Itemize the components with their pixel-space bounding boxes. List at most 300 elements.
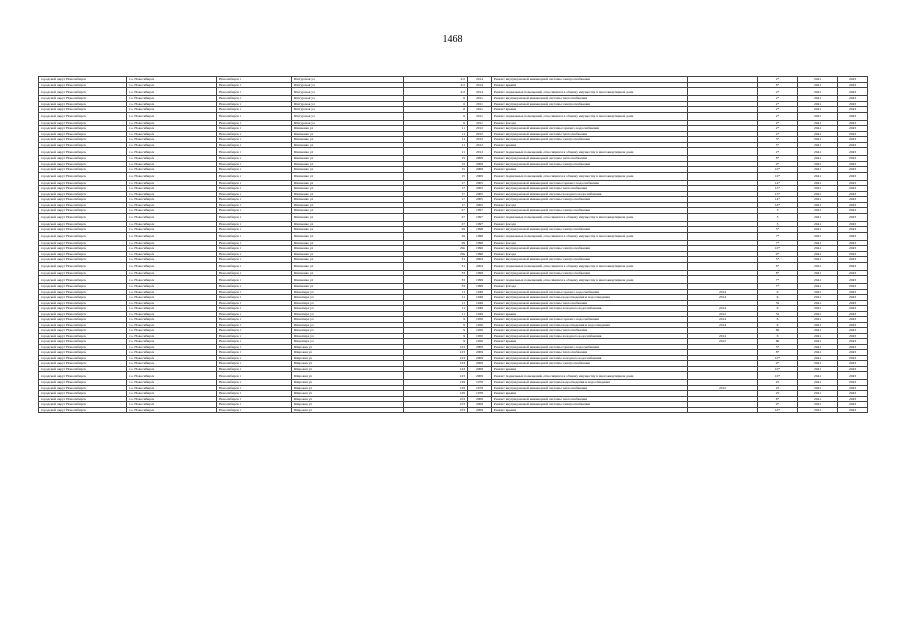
street-cell: Шевченко ул [292, 221, 404, 227]
municipality-cell: городской округ Новосибирск [39, 148, 127, 156]
work-type-cell: Ремонт внутридомовой инженерной системы электроснабжения [492, 137, 688, 143]
plan-start-year-cell: 2041 [798, 366, 838, 372]
work-type-cell: Ремонт внутридомовой инженерной системы электроснабжения [492, 227, 688, 233]
wear-percent-cell: 4* [758, 88, 798, 96]
urban-district-cell: г.о. Новосибирск [127, 96, 217, 102]
work-type-cell: Ремонт внутридомовой инженерной системы теплоснабжения [492, 186, 688, 192]
plan-end-year-cell: 2043 [838, 191, 868, 197]
commission-year-cell: 1978 [468, 391, 492, 397]
house-number-cell: 123 [404, 372, 468, 380]
work-type-cell: Ремонт фасада [492, 202, 688, 208]
urban-district-cell: г.о. Новосибирск [127, 380, 217, 386]
municipality-cell: городской округ Новосибирск [39, 186, 127, 192]
urban-district-cell: г.о. Новосибирск [127, 402, 217, 408]
plan-end-year-cell: 2043 [838, 262, 868, 270]
commission-year-cell: 2009 [468, 161, 492, 167]
plan-end-year-cell: 2043 [838, 295, 868, 301]
house-number-cell: 6 [404, 120, 468, 126]
plan-start-year-cell: 2041 [798, 221, 838, 227]
locality-cell: Новосибирск г [217, 240, 292, 246]
urban-district-cell: г.о. Новосибирск [127, 391, 217, 397]
plan-end-year-cell: 2043 [838, 156, 868, 162]
last-repair-year-cell [688, 213, 758, 221]
plan-end-year-cell: 2043 [838, 366, 868, 372]
work-type-cell: Ремонт фасада [492, 284, 688, 290]
table-body [39, 77, 868, 413]
plan-end-year-cell: 2043 [838, 339, 868, 345]
commission-year-cell: 1999 [468, 276, 492, 284]
urban-district-cell: г.о. Новосибирск [127, 208, 217, 214]
plan-start-year-cell: 2041 [798, 396, 838, 402]
commission-year-cell: 1999 [468, 284, 492, 290]
work-type-cell: Ремонт подвальных помещений, относящихся к общему имуществу в многоквартирном доме [492, 172, 688, 180]
house-number-cell: 6 [404, 112, 468, 120]
plan-end-year-cell: 2043 [838, 240, 868, 246]
wear-percent-cell: 9* [758, 251, 798, 257]
last-repair-year-cell: 2012 [688, 311, 758, 317]
wear-percent-cell: 10* [758, 167, 798, 173]
plan-start-year-cell: 2041 [798, 186, 838, 192]
wear-percent-cell: 10* [758, 172, 798, 180]
work-type-cell: Ремонт внутридомовой инженерной системы горячего водоснабжения [492, 289, 688, 295]
urban-district-cell: г.о. Новосибирск [127, 270, 217, 276]
wear-percent-cell: 8* [758, 270, 798, 276]
wear-percent-cell: 5* [758, 344, 798, 350]
wear-percent-cell: 10* [758, 372, 798, 380]
street-cell: Шатурская ул [292, 88, 404, 96]
work-type-cell: Ремонт внутридомовой инженерной системы теплоснабжения [492, 300, 688, 306]
municipality-cell: городской округ Новосибирск [39, 328, 127, 334]
commission-year-cell: 1950 [468, 339, 492, 345]
urban-district-cell: г.о. Новосибирск [127, 172, 217, 180]
plan-end-year-cell: 2043 [838, 221, 868, 227]
wear-percent-cell: 6 [758, 317, 798, 323]
plan-start-year-cell: 2041 [798, 289, 838, 295]
street-cell: Шатурская ул [292, 112, 404, 120]
plan-start-year-cell: 2041 [798, 311, 838, 317]
street-cell: Шатурская ул [292, 96, 404, 102]
municipality-cell: городской округ Новосибирск [39, 350, 127, 356]
wear-percent-cell: 2* [758, 112, 798, 120]
street-cell: Шатурская ул [292, 82, 404, 88]
plan-start-year-cell: 2041 [798, 148, 838, 156]
urban-district-cell: г.о. Новосибирск [127, 82, 217, 88]
street-cell: Шевченко ул [292, 202, 404, 208]
work-type-cell: Ремонт подвальных помещений, относящихся к общему имуществу в многоквартирном доме [492, 372, 688, 380]
street-cell: Шевченко ул [292, 284, 404, 290]
locality-cell: Новосибирск г [217, 317, 292, 323]
locality-cell: Новосибирск г [217, 276, 292, 284]
last-repair-year-cell [688, 112, 758, 120]
plan-start-year-cell: 2041 [798, 240, 838, 246]
plan-start-year-cell: 2041 [798, 101, 838, 107]
urban-district-cell: г.о. Новосибирск [127, 77, 217, 83]
commission-year-cell: 2004 [468, 257, 492, 263]
municipality-cell: городской округ Новосибирск [39, 276, 127, 284]
work-type-cell: Ремонт внутридомовой инженерной системы электроснабжения [492, 270, 688, 276]
street-cell: Шатурская ул [292, 77, 404, 83]
house-number-cell: 9 [404, 322, 468, 328]
urban-district-cell: г.о. Новосибирск [127, 221, 217, 227]
house-number-cell: 15 [404, 156, 468, 162]
plan-start-year-cell: 2041 [798, 88, 838, 96]
plan-end-year-cell: 2043 [838, 161, 868, 167]
urban-district-cell: г.о. Новосибирск [127, 372, 217, 380]
plan-end-year-cell: 2043 [838, 186, 868, 192]
plan-start-year-cell: 2041 [798, 328, 838, 334]
house-number-cell: 1б3 [404, 402, 468, 408]
locality-cell: Новосибирск г [217, 172, 292, 180]
capital-repair-table [38, 76, 868, 413]
house-number-cell: 123 [404, 361, 468, 367]
plan-end-year-cell: 2043 [838, 227, 868, 233]
plan-start-year-cell: 2041 [798, 142, 838, 148]
commission-year-cell: 2012 [468, 137, 492, 143]
street-cell: Шевченко ул [292, 148, 404, 156]
house-number-cell: 33 [404, 284, 468, 290]
plan-end-year-cell: 2043 [838, 333, 868, 339]
commission-year-cell: 1997 [468, 213, 492, 221]
commission-year-cell: 2009 [468, 350, 492, 356]
work-type-cell: Ремонт внутридомовой инженерной системы теплоснабжения [492, 131, 688, 137]
commission-year-cell: 1978 [468, 385, 492, 391]
work-type-cell: Ремонт подвальных помещений, относящихся к общему имуществу в многоквартирном доме [492, 276, 688, 284]
urban-district-cell: г.о. Новосибирск [127, 88, 217, 96]
municipality-cell: городской округ Новосибирск [39, 402, 127, 408]
urban-district-cell: г.о. Новосибирск [127, 276, 217, 284]
plan-end-year-cell: 2043 [838, 77, 868, 83]
plan-start-year-cell: 2041 [798, 262, 838, 270]
urban-district-cell: г.о. Новосибирск [127, 289, 217, 295]
commission-year-cell: 2005 [468, 202, 492, 208]
locality-cell: Новосибирск г [217, 96, 292, 102]
urban-district-cell: г.о. Новосибирск [127, 284, 217, 290]
work-type-cell: Ремонт фасада [492, 251, 688, 257]
house-number-cell: 11 [404, 137, 468, 143]
house-number-cell: 31 [404, 262, 468, 270]
plan-start-year-cell: 2041 [798, 227, 838, 233]
commission-year-cell: 2005 [468, 197, 492, 203]
work-type-cell: Ремонт внутридомовой инженерной системы теплоснабжения [492, 385, 688, 391]
locality-cell: Новосибирск г [217, 82, 292, 88]
municipality-cell: городской округ Новосибирск [39, 317, 127, 323]
plan-start-year-cell: 2041 [798, 120, 838, 126]
locality-cell: Новосибирск г [217, 88, 292, 96]
urban-district-cell: г.о. Новосибирск [127, 311, 217, 317]
wear-percent-cell: 6 [758, 333, 798, 339]
plan-end-year-cell: 2043 [838, 96, 868, 102]
wear-percent-cell: 9* [758, 361, 798, 367]
house-number-cell: 29а [404, 251, 468, 257]
plan-end-year-cell: 2043 [838, 328, 868, 334]
wear-percent-cell: 3 [758, 213, 798, 221]
municipality-cell: городской округ Новосибирск [39, 380, 127, 386]
street-cell: Шевченко ул [292, 240, 404, 246]
last-repair-year-cell: 2014 [688, 322, 758, 328]
locality-cell: Новосибирск г [217, 126, 292, 132]
urban-district-cell: г.о. Новосибирск [127, 295, 217, 301]
plan-end-year-cell: 2043 [838, 270, 868, 276]
last-repair-year-cell [688, 232, 758, 240]
work-type-cell: Ремонт внутридомовой инженерной системы холодного водоснабжения [492, 306, 688, 312]
urban-district-cell: г.о. Новосибирск [127, 167, 217, 173]
plan-start-year-cell: 2041 [798, 191, 838, 197]
street-cell: Шевченко ул [292, 167, 404, 173]
house-number-cell: 123 [404, 350, 468, 356]
plan-end-year-cell: 2043 [838, 232, 868, 240]
house-number-cell: 129 [404, 391, 468, 397]
street-cell: Широкая ул [292, 355, 404, 361]
wear-percent-cell: 2* [758, 120, 798, 126]
house-number-cell: 9 [404, 339, 468, 345]
locality-cell: Новосибирск г [217, 221, 292, 227]
plan-end-year-cell: 2043 [838, 120, 868, 126]
street-cell: Шевченко ул [292, 126, 404, 132]
house-number-cell: 15 [404, 161, 468, 167]
municipality-cell: городской округ Новосибирск [39, 88, 127, 96]
municipality-cell: городской округ Новосибирск [39, 306, 127, 312]
commission-year-cell: 2009 [468, 402, 492, 408]
commission-year-cell: 2011 [468, 101, 492, 107]
plan-start-year-cell: 2041 [798, 82, 838, 88]
commission-year-cell: 2014 [468, 77, 492, 83]
table-row [39, 172, 868, 180]
work-type-cell: Ремонт внутридомовой инженерной системы теплоснабжения [492, 396, 688, 402]
last-repair-year-cell: 2014 [688, 289, 758, 295]
commission-year-cell: 2012 [468, 148, 492, 156]
street-cell: Шекспира ул [292, 317, 404, 323]
work-type-cell: Ремонт внутридомовой инженерной системы водоотведения и водоотведения [492, 322, 688, 328]
municipality-cell: городской округ Новосибирск [39, 262, 127, 270]
municipality-cell: городской округ Новосибирск [39, 120, 127, 126]
street-cell: Широкая ул [292, 396, 404, 402]
municipality-cell: городской округ Новосибирск [39, 240, 127, 246]
urban-district-cell: г.о. Новосибирск [127, 112, 217, 120]
street-cell: Широкая ул [292, 350, 404, 356]
street-cell: Шевченко ул [292, 191, 404, 197]
house-number-cell: 17 [404, 197, 468, 203]
municipality-cell: городской округ Новосибирск [39, 101, 127, 107]
locality-cell: Новосибирск г [217, 306, 292, 312]
work-type-cell: Ремонт подвальных помещений, относящихся к общему имуществу в многоквартирном доме [492, 148, 688, 156]
commission-year-cell: 2009 [468, 156, 492, 162]
commission-year-cell: 1950 [468, 317, 492, 323]
house-number-cell: 129 [404, 385, 468, 391]
plan-start-year-cell: 2041 [798, 300, 838, 306]
commission-year-cell: 2009 [468, 172, 492, 180]
plan-start-year-cell: 2041 [798, 344, 838, 350]
wear-percent-cell: 25 [758, 380, 798, 386]
wear-percent-cell: 9* [758, 402, 798, 408]
urban-district-cell: г.о. Новосибирск [127, 322, 217, 328]
street-cell: Широкая ул [292, 366, 404, 372]
plan-end-year-cell: 2043 [838, 82, 868, 88]
wear-percent-cell: 8* [758, 396, 798, 402]
work-type-cell: Ремонт внутридомовой инженерной системы электроснабжения [492, 208, 688, 214]
municipality-cell: городской округ Новосибирск [39, 355, 127, 361]
municipality-cell: городской округ Новосибирск [39, 251, 127, 257]
work-type-cell: Ремонт подвальных помещений, относящихся к общему имуществу в многоквартирном доме [492, 88, 688, 96]
wear-percent-cell: 25 [758, 391, 798, 397]
work-type-cell: Ремонт внутридомовой инженерной системы электроснабжения [492, 402, 688, 408]
house-number-cell: 17 [404, 202, 468, 208]
house-number-cell: 17 [404, 191, 468, 197]
house-number-cell: 15 [404, 167, 468, 173]
plan-end-year-cell: 2043 [838, 344, 868, 350]
plan-start-year-cell: 2041 [798, 126, 838, 132]
plan-start-year-cell: 2041 [798, 107, 838, 113]
street-cell: Широкая ул [292, 361, 404, 367]
house-number-cell: 123 [404, 355, 468, 361]
last-repair-year-cell [688, 88, 758, 96]
wear-percent-cell: 2* [758, 96, 798, 102]
house-number-cell: 129 [404, 380, 468, 386]
street-cell: Шевченко ул [292, 251, 404, 257]
plan-start-year-cell: 2041 [798, 385, 838, 391]
commission-year-cell: 1950 [468, 322, 492, 328]
municipality-cell: городской округ Новосибирск [39, 161, 127, 167]
locality-cell: Новосибирск г [217, 366, 292, 372]
house-number-cell: 2/2 [404, 88, 468, 96]
municipality-cell: городской округ Новосибирск [39, 246, 127, 252]
urban-district-cell: г.о. Новосибирск [127, 300, 217, 306]
locality-cell: Новосибирск г [217, 391, 292, 397]
locality-cell: Новосибирск г [217, 180, 292, 186]
table-row [39, 262, 868, 270]
plan-end-year-cell: 2043 [838, 311, 868, 317]
commission-year-cell: 1950 [468, 333, 492, 339]
locality-cell: Новосибирск г [217, 232, 292, 240]
wear-percent-cell: 60 [758, 339, 798, 345]
locality-cell: Новосибирск г [217, 262, 292, 270]
plan-start-year-cell: 2041 [798, 284, 838, 290]
municipality-cell: городской округ Новосибирск [39, 142, 127, 148]
urban-district-cell: г.о. Новосибирск [127, 137, 217, 143]
house-number-cell: 11 [404, 148, 468, 156]
municipality-cell: городской округ Новосибирск [39, 407, 127, 413]
wear-percent-cell: 3 [758, 208, 798, 214]
plan-start-year-cell: 2041 [798, 197, 838, 203]
work-type-cell: Ремонт внутридомовой инженерной системы горячего водоснабжения [492, 344, 688, 350]
commission-year-cell: 1998 [468, 232, 492, 240]
work-type-cell: Ремонт подвальных помещений, относящихся к общему имуществу в многоквартирном доме [492, 213, 688, 221]
house-number-cell: 9 [404, 333, 468, 339]
commission-year-cell: 1950 [468, 328, 492, 334]
wear-percent-cell: 14* [758, 197, 798, 203]
street-cell: Шевченко ул [292, 208, 404, 214]
commission-year-cell: 1949 [468, 289, 492, 295]
wear-percent-cell: 8* [758, 156, 798, 162]
locality-cell: Новосибирск г [217, 333, 292, 339]
house-number-cell: 27 [404, 213, 468, 221]
house-number-cell: 6 [404, 96, 468, 102]
work-type-cell: Ремонт фасада [492, 240, 688, 246]
table-row [39, 88, 868, 96]
plan-start-year-cell: 2041 [798, 380, 838, 386]
commission-year-cell: 2012 [468, 126, 492, 132]
municipality-cell: городской округ Новосибирск [39, 339, 127, 345]
wear-percent-cell: 6* [758, 82, 798, 88]
locality-cell: Новосибирск г [217, 202, 292, 208]
commission-year-cell: 2005 [468, 186, 492, 192]
municipality-cell: городской округ Новосибирск [39, 213, 127, 221]
urban-district-cell: г.о. Новосибирск [127, 366, 217, 372]
street-cell: Шекспира ул [292, 333, 404, 339]
plan-end-year-cell: 2043 [838, 172, 868, 180]
plan-start-year-cell: 2041 [798, 180, 838, 186]
commission-year-cell: 1949 [468, 300, 492, 306]
work-type-cell: Ремонт внутридомовой инженерной системы холодного водоснабжения [492, 355, 688, 361]
municipality-cell: городской округ Новосибирск [39, 167, 127, 173]
commission-year-cell: 2005 [468, 180, 492, 186]
plan-start-year-cell: 2041 [798, 251, 838, 257]
locality-cell: Новосибирск г [217, 311, 292, 317]
locality-cell: Новосибирск г [217, 355, 292, 361]
commission-year-cell: 2009 [468, 355, 492, 361]
locality-cell: Новосибирск г [217, 112, 292, 120]
work-type-cell: Ремонт крыши [492, 407, 688, 413]
plan-end-year-cell: 2043 [838, 101, 868, 107]
work-type-cell: Ремонт крыши [492, 339, 688, 345]
plan-end-year-cell: 2043 [838, 350, 868, 356]
street-cell: Шевченко ул [292, 161, 404, 167]
municipality-cell: городской округ Новосибирск [39, 257, 127, 263]
wear-percent-cell: 14* [758, 180, 798, 186]
work-type-cell: Ремонт подвальных помещений, относящихся к общему имуществу в многоквартирном доме [492, 262, 688, 270]
house-number-cell: 33 [404, 270, 468, 276]
wear-percent-cell: 10* [758, 355, 798, 361]
urban-district-cell: г.о. Новосибирск [127, 156, 217, 162]
work-type-cell: Ремонт внутридомовой инженерной системы теплоснабжения [492, 156, 688, 162]
plan-start-year-cell: 2041 [798, 317, 838, 323]
locality-cell: Новосибирск г [217, 284, 292, 290]
locality-cell: Новосибирск г [217, 213, 292, 221]
commission-year-cell: 1997 [468, 221, 492, 227]
street-cell: Шатурская ул [292, 107, 404, 113]
street-cell: Шевченко ул [292, 276, 404, 284]
house-number-cell: 27 [404, 221, 468, 227]
plan-end-year-cell: 2043 [838, 126, 868, 132]
urban-district-cell: г.о. Новосибирск [127, 107, 217, 113]
plan-start-year-cell: 2041 [798, 355, 838, 361]
wear-percent-cell: 10* [758, 407, 798, 413]
commission-year-cell: 2014 [468, 82, 492, 88]
commission-year-cell: 2009 [468, 372, 492, 380]
plan-start-year-cell: 2041 [798, 161, 838, 167]
street-cell: Шевченко ул [292, 180, 404, 186]
street-cell: Широкая ул [292, 344, 404, 350]
house-number-cell: 15 [404, 172, 468, 180]
commission-year-cell: 1998 [468, 227, 492, 233]
street-cell: Шекспира ул [292, 289, 404, 295]
commission-year-cell: 2009 [468, 344, 492, 350]
street-cell: Шевченко ул [292, 142, 404, 148]
street-cell: Шевченко ул [292, 137, 404, 143]
house-number-cell: 29 [404, 232, 468, 240]
commission-year-cell: 2011 [468, 96, 492, 102]
table-row [39, 407, 868, 413]
commission-year-cell: 1978 [468, 380, 492, 386]
municipality-cell: городской округ Новосибирск [39, 295, 127, 301]
plan-start-year-cell: 2041 [798, 391, 838, 397]
urban-district-cell: г.о. Новосибирск [127, 186, 217, 192]
locality-cell: Новосибирск г [217, 380, 292, 386]
last-repair-year-cell: 2014 [688, 295, 758, 301]
plan-end-year-cell: 2043 [838, 355, 868, 361]
locality-cell: Новосибирск г [217, 328, 292, 334]
street-cell: Шевченко ул [292, 131, 404, 137]
work-type-cell: Ремонт внутридомовой инженерной системы электроснабжения [492, 197, 688, 203]
